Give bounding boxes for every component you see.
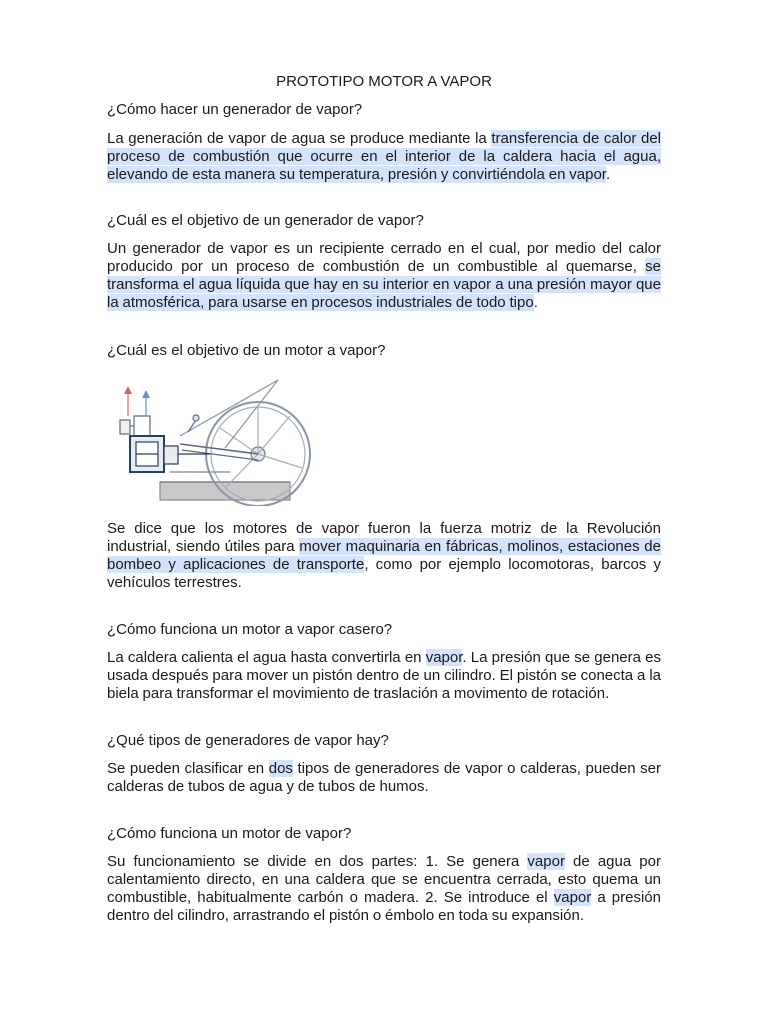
answer-1 bbox=[107, 130, 661, 184]
answer-2-text: Un generador de vapor es un recipiente cerrado en el cual, por medio del calor producido por un proceso de combustión de un combustible al quemarse, bbox=[107, 240, 661, 275]
answer-3-text: Se dice que los motores de vapor fueron la fuerza motriz de la Revolución industrial, siendo útiles para bbox=[107, 520, 661, 555]
question-6: ¿Cómo funciona un motor de vapor? bbox=[107, 825, 352, 842]
answer-4-text: La caldera calienta el agua hasta convertirla en bbox=[107, 649, 426, 666]
answer-1-text: La generación de vapor de agua se produce mediante la bbox=[107, 130, 492, 147]
answer-4-end: . La presión que se genera es usada después para mover un pistón dentro de un cilindro. El pistón se conecta a la biela para transformar el movimiento de traslación a movimento de rotación. bbox=[107, 649, 661, 702]
answer-5-text: Se pueden clasificar en bbox=[107, 760, 269, 777]
question-2: ¿Cuál es el objetivo de un generador de vapor? bbox=[107, 212, 424, 229]
question-3: ¿Cuál es el objetivo de un motor a vapor? bbox=[107, 342, 386, 359]
answer-2-end: . bbox=[533, 294, 538, 311]
answer-1-end: . bbox=[605, 166, 611, 183]
answer-5-end: tipos de generadores de vapor o calderas, pueden ser calderas de tubos de agua y de tubos de humos. bbox=[107, 760, 661, 795]
answer-3-end: , como por ejemplo locomotoras, barcos y vehículos terrestres. bbox=[107, 556, 661, 591]
answer-2 bbox=[107, 240, 661, 312]
answer-2-highlight: se transforma el agua líquida que hay en su interior en vapor a una presión mayor que la atmosférica, para usarse en procesos industriales de todo tipo bbox=[107, 258, 661, 311]
answer-6-highlight-2: vapor bbox=[553, 889, 592, 906]
answer-3 bbox=[107, 520, 661, 592]
question-4: ¿Cómo funciona un motor a vapor casero? bbox=[107, 621, 393, 638]
steam-engine-illustration bbox=[110, 376, 320, 506]
answer-5 bbox=[107, 760, 661, 796]
answer-4-highlight: vapor bbox=[425, 649, 463, 666]
question-1: ¿Cómo hacer un generador de vapor? bbox=[107, 101, 363, 118]
answer-6-end: a presión dentro del cilindro, arrastrando el pistón o émbolo en toda su expansión. bbox=[107, 889, 661, 924]
answer-3-highlight: mover maquinaria en fábricas, molinos, estaciones de bombeo y aplicaciones de transporte bbox=[107, 538, 661, 573]
answer-4 bbox=[107, 649, 661, 703]
answer-6-middle: de agua por calentamiento directo, en una caldera que se encuentra cerrada, esto quema un combustible, habitualmente carbón o madera. 2. Se introduce el bbox=[107, 853, 661, 906]
document-title: PROTOTIPO MOTOR A VAPOR bbox=[276, 73, 492, 90]
answer-6-text: Su funcionamiento se divide en dos partes: 1. Se genera bbox=[107, 853, 528, 870]
answer-6-highlight-1: vapor bbox=[527, 853, 565, 870]
answer-5-highlight: dos bbox=[268, 760, 293, 777]
answer-6 bbox=[107, 853, 661, 925]
question-5: ¿Qué tipos de generadores de vapor hay? bbox=[107, 732, 389, 749]
answer-1-highlight: transferencia de calor del proceso de combustión que ocurre en el interior de la caldera hacia el agua, elevando de esta manera su temperatura, presión y convirtiéndola en vapor bbox=[107, 130, 661, 183]
